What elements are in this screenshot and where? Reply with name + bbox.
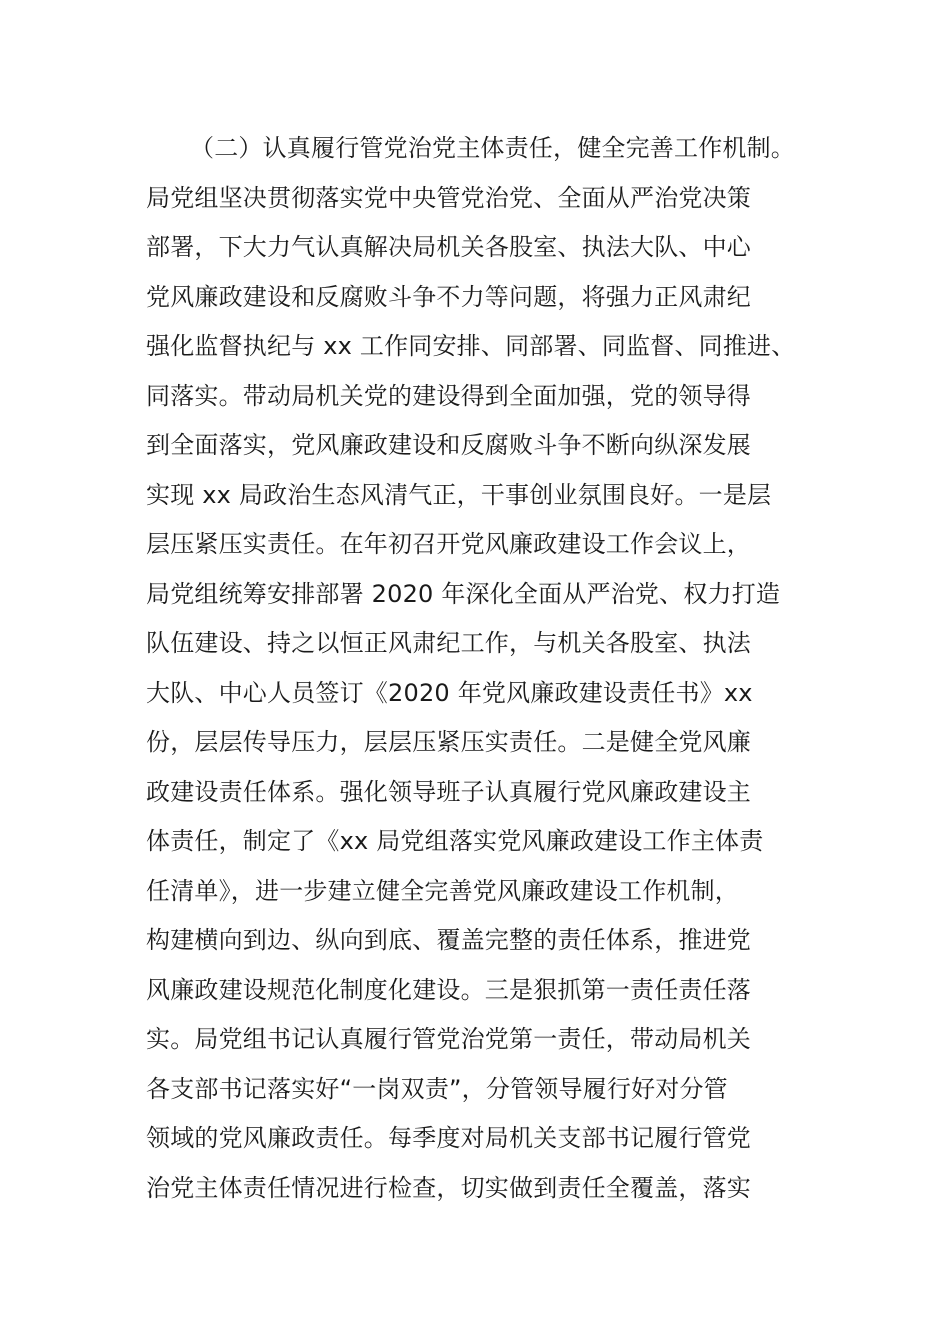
text-line: 到全面落实，党风廉政建设和反腐败斗争不断向纵深发展: [146, 431, 751, 459]
text-line: 治党主体责任情况进行检查，切实做到责任全覆盖，落实: [146, 1174, 751, 1202]
text-line: 强化监督执纪与 xx 工作同安排、同部署、同监督、同推进、: [146, 332, 796, 360]
text-line: 队伍建设、持之以恒正风肃纪工作，与机关各股室、执法: [146, 629, 751, 657]
text-line: 体责任，制定了《xx 局党组落实党风廉政建设工作主体责: [146, 827, 764, 855]
text-line: 部署，下大力气认真解决局机关各股室、执法大队、中心: [146, 233, 751, 261]
text-line: 大队、中心人员签订《2020 年党风廉政建设责任书》xx: [146, 679, 753, 707]
text-line: 同落实。带动局机关党的建设得到全面加强，党的领导得: [146, 382, 751, 410]
text-line: 层压紧压实责任。在年初召开党风廉政建设工作会议上，: [146, 530, 751, 558]
text-line: 风廉政建设规范化制度化建设。三是狠抓第一责任责任落: [146, 976, 751, 1004]
text-line: 局党组统筹安排部署 2020 年深化全面从严治党、权力打造: [146, 580, 781, 608]
text-line: 党风廉政建设和反腐败斗争不力等问题，将强力正风肃纪: [146, 283, 751, 311]
text-line: 实现 xx 局政治生态风清气正，干事创业氛围良好。一是层: [146, 481, 772, 509]
text-line: 各支部书记落实好“一岗双责”，分管领导履行好对分管: [146, 1075, 728, 1103]
text-line: 局党组坚决贯彻落实党中央管党治党、全面从严治党决策: [146, 184, 751, 212]
text-line: 实。局党组书记认真履行管党治党第一责任，带动局机关: [146, 1025, 751, 1053]
text-line: 领域的党风廉政责任。每季度对局机关支部书记履行管党: [146, 1124, 751, 1152]
paragraph-heading-line: （二）认真履行管党治党主体责任，健全完善工作机制。: [190, 134, 795, 162]
text-line: 份，层层传导压力，层层压紧压实责任。二是健全党风廉: [146, 728, 751, 756]
text-line: 政建设责任体系。强化领导班子认真履行党风廉政建设主: [146, 778, 751, 806]
text-line: 构建横向到边、纵向到底、覆盖完整的责任体系，推进党: [146, 926, 751, 954]
text-line: 任清单》，进一步建立健全完善党风廉政建设工作机制，: [146, 877, 739, 905]
